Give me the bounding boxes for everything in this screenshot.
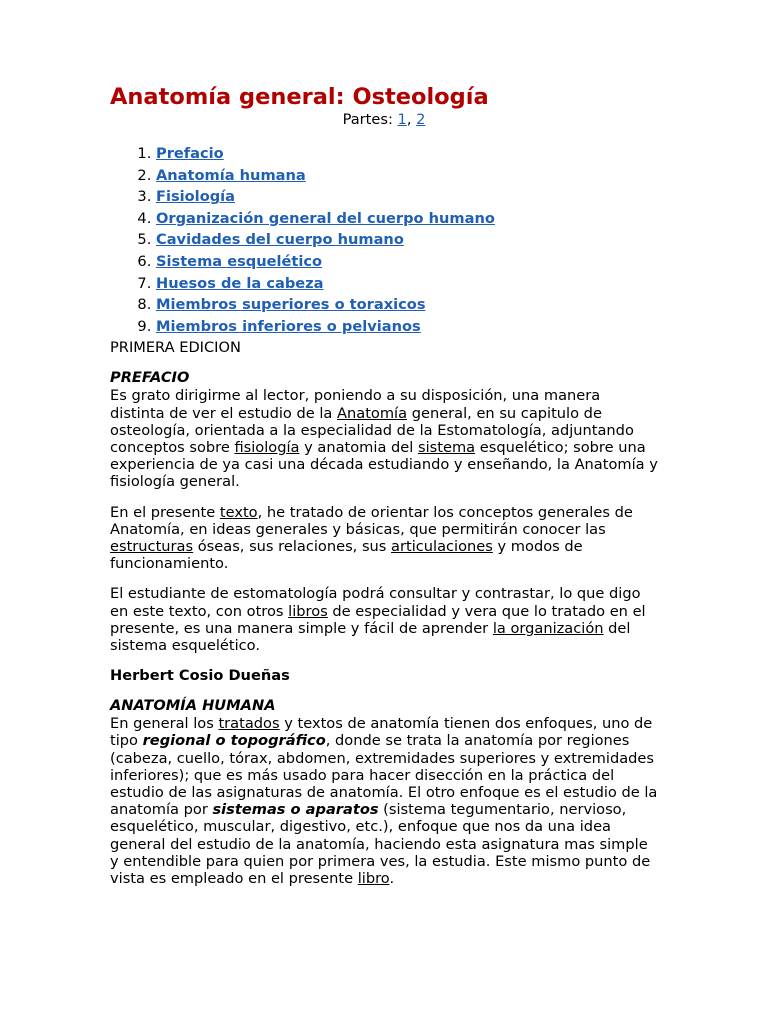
toc-link-huesos-cabeza[interactable]: Huesos de la cabeza bbox=[156, 274, 324, 292]
link-fisiologia[interactable]: fisiología bbox=[234, 438, 300, 456]
toc-link-miembros-superiores[interactable]: Miembros superiores o toraxicos bbox=[156, 296, 426, 314]
link-estructuras[interactable]: estructuras bbox=[110, 537, 194, 555]
toc-link-sistema-esqueletico[interactable]: Sistema esquelético bbox=[156, 252, 323, 270]
text-run: y anatomia del bbox=[299, 438, 418, 456]
toc-link-anatomia-humana[interactable]: Anatomía humana bbox=[156, 166, 306, 184]
toc-link-cavidades[interactable]: Cavidades del cuerpo humano bbox=[156, 231, 404, 249]
author-name: Herbert Cosio Dueñas bbox=[110, 667, 290, 685]
toc-item bbox=[156, 186, 658, 208]
link-articulaciones[interactable]: articulaciones bbox=[391, 537, 493, 555]
section-heading-prefacio: PREFACIO bbox=[110, 369, 190, 387]
anatomia-paragraph-1 bbox=[110, 715, 658, 887]
toc-item bbox=[156, 229, 658, 251]
toc-item bbox=[156, 251, 658, 273]
text-run: , he tratado de orientar los conceptos generales de Anatomía, en ideas generales y básicas, que permitirán conocer las bbox=[110, 503, 633, 538]
toc-link-prefacio[interactable]: Prefacio bbox=[156, 145, 224, 162]
toc-item bbox=[156, 165, 658, 187]
emphasis-regional: regional o topográfico bbox=[142, 732, 326, 750]
text-run: de especialidad y vera que lo tratado en el presente, es una manera simple y fácil de aprender bbox=[110, 602, 646, 637]
toc-link-organizacion[interactable]: Organización general del cuerpo humano bbox=[156, 209, 495, 227]
prefacio-paragraph-3 bbox=[110, 585, 658, 654]
text-run: y textos de anatomía tienen dos enfoques, uno de tipo bbox=[110, 715, 653, 750]
part-link-1[interactable]: 1 bbox=[397, 111, 407, 128]
link-texto[interactable]: texto bbox=[219, 503, 258, 521]
text-run: del sistema esquelético. bbox=[110, 619, 631, 654]
text-run: (sistema tegumentario, nervioso, esquelético, muscular, digestivo, etc.), enfoque que nos da una idea general del estudio de la anatomía, haciendo esta asignatura mas simple y entendible para quien por primera ves, la estudia. Este mismo punto de vista es empleado en el presente bbox=[110, 801, 651, 888]
link-tratados[interactable]: tratados bbox=[218, 715, 280, 733]
text-run: En general los bbox=[110, 715, 219, 733]
parts-label: Partes: bbox=[342, 111, 398, 128]
edition-label: PRIMERA EDICION bbox=[110, 339, 241, 357]
link-anatomia[interactable]: Anatomía bbox=[337, 404, 408, 422]
toc-item bbox=[156, 143, 658, 165]
table-of-contents bbox=[110, 143, 658, 337]
page-title: Anatomía general: Osteología bbox=[110, 84, 489, 110]
toc-link-fisiologia[interactable]: Fisiología bbox=[156, 188, 236, 206]
toc-item bbox=[156, 316, 658, 338]
section-heading-anatomia-humana: ANATOMÍA HUMANA bbox=[110, 697, 276, 715]
parts-separator: , bbox=[406, 111, 417, 128]
link-libros[interactable]: libros bbox=[288, 602, 328, 620]
text-run: El estudiante de estomatología podrá consultar y contrastar, lo que digo en este texto, con otros bbox=[110, 585, 641, 620]
link-libro[interactable]: libro bbox=[357, 870, 390, 888]
prefacio-paragraph-2 bbox=[110, 504, 658, 573]
toc-item bbox=[156, 208, 658, 230]
text-run: esquelético; sobre una experiencia de ya casi una década estudiando y enseñando, la Anatomía y fisiología general. bbox=[110, 438, 658, 491]
text-run: y modos de funcionamiento. bbox=[110, 537, 583, 573]
prefacio-paragraph-1 bbox=[110, 387, 658, 490]
text-run: general, en su capitulo de osteología, orientada a la especialidad de la Estomatología, adjuntando conceptos sobre bbox=[110, 404, 634, 456]
text-run: , donde se trata la anatomía por regiones (cabeza, cuello, tórax, abdomen, extremidades superiores y extremidades inferiores); que es más usado para hacer disección en la práctica del estudio de las asignaturas de anatomía. El otro enfoque es el estudio de la anatomía por bbox=[110, 732, 658, 819]
emphasis-sistemas: sistemas o aparatos bbox=[212, 801, 379, 819]
toc-item bbox=[156, 294, 658, 316]
text-run: En el presente bbox=[110, 503, 220, 521]
text-run: . bbox=[389, 870, 395, 888]
link-sistema[interactable]: sistema bbox=[417, 438, 476, 456]
part-link-2[interactable]: 2 bbox=[416, 111, 426, 128]
text-run: Es grato dirigirme al lector, poniendo a su disposición, una manera distinta de ver el estudio de la bbox=[110, 387, 601, 422]
link-la-organizacion[interactable]: la organización bbox=[492, 619, 604, 637]
article-content bbox=[110, 83, 658, 887]
toc-item bbox=[156, 273, 658, 295]
toc-link-miembros-inferiores[interactable]: Miembros inferiores o pelvianos bbox=[156, 317, 421, 335]
text-run: óseas, sus relaciones, sus bbox=[193, 537, 392, 555]
parts-navigation bbox=[110, 111, 658, 129]
